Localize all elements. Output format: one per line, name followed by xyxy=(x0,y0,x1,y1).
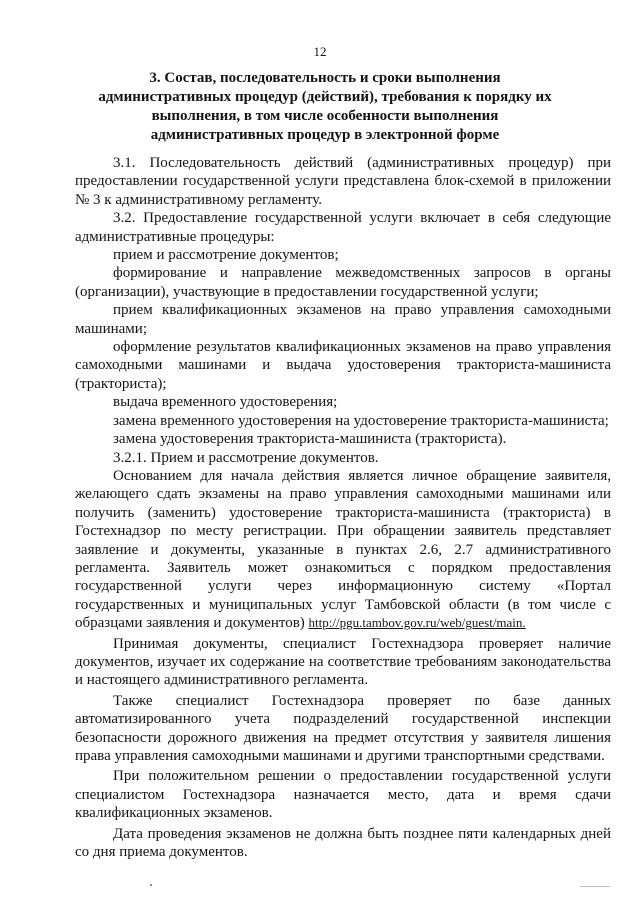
procedure-list-item: замена временного удостоверения на удостоверение тракториста-машиниста; xyxy=(113,412,609,429)
paragraph-3-2-1: 3.2.1. Прием и рассмотрение документов. xyxy=(113,449,379,466)
basis-paragraph xyxy=(75,467,611,633)
procedure-list-item: формирование и направление межведомственных запросов в органы (организации), участвующие в предоставлении государственной услуги; xyxy=(75,265,611,300)
section-heading: 3. Состав, последовательность и сроки выполнения административных процедур (действий), требования к порядку их выполнения, в том числе особенности выполнения административных процедур в электронной форме xyxy=(98,70,552,143)
procedure-list-item: прием и рассмотрение документов; xyxy=(113,247,339,264)
procedure-list-item: прием квалификационных экзаменов на право управления самоходными машинами; xyxy=(75,302,611,337)
document-check-paragraph: Принимая документы, специалист Гостехнадзора проверяет наличие документов, изучает их содержание на соответствие требованиям законодательства и настоящего административного регламента. xyxy=(75,635,611,689)
page-number: 12 xyxy=(313,44,327,59)
procedure-list-item: выдача временного удостоверения; xyxy=(113,394,338,411)
paragraph-3-2: 3.2. Предоставление государственной услуги включает в себя следующие административные процедуры: xyxy=(75,210,611,245)
scan-speck xyxy=(150,884,152,886)
scan-line-artifact xyxy=(580,886,610,887)
document-body xyxy=(75,154,611,861)
basis-paragraph-text: Основанием для начала действия является личное обращение заявителя, желающего сдать экзамены на право управления самоходными машинами или получить (заменить) удостоверение тракториста-машиниста (тракториста) в Гостехнадзор по месту регистрации. При обращении заявитель представляет заявление и документы, указанные в пунктах 2.6, 2.7 административного регламента. Заявитель может ознакомиться с порядком предоставления государственной услуги через информационную систему «Портал государственных и муниципальных услуг Тамбовской области (в том числе с образцами заявления и документов) xyxy=(75,467,611,632)
database-check-paragraph: Также специалист Гостехнадзора проверяет по базе данных автоматизированного учета подразделений государственной инспекции безопасности дорожного движения на предмет отсутствия у заявителя лишения права управления самоходными машинами и другими транспортными средствами. xyxy=(75,692,611,764)
paragraph-3-1: 3.1. Последовательность действий (административных процедур) при предоставлении государственной услуги представлена блок-схемой в приложении № 3 к административному регламенту. xyxy=(75,155,611,208)
procedure-list-item: оформление результатов квалификационных экзаменов на право управления самоходными машинами и выдача удостоверения тракториста-машиниста (тракториста); xyxy=(75,339,611,392)
procedure-list-item: замена удостоверения тракториста-машиниста (тракториста). xyxy=(113,431,507,448)
portal-link[interactable]: http://pgu.tambov.gov.ru/web/guest/main. xyxy=(308,615,526,631)
exam-scheduling-paragraph: При положительном решении о предоставлении государственной услуги специалистом Гостехнадзора назначается место, дата и время сдачи квалификационных экзаменов. xyxy=(75,768,611,822)
exam-deadline-paragraph: Дата проведения экзаменов не должна быть позднее пяти календарных дней со дня приема документов. xyxy=(75,825,611,861)
